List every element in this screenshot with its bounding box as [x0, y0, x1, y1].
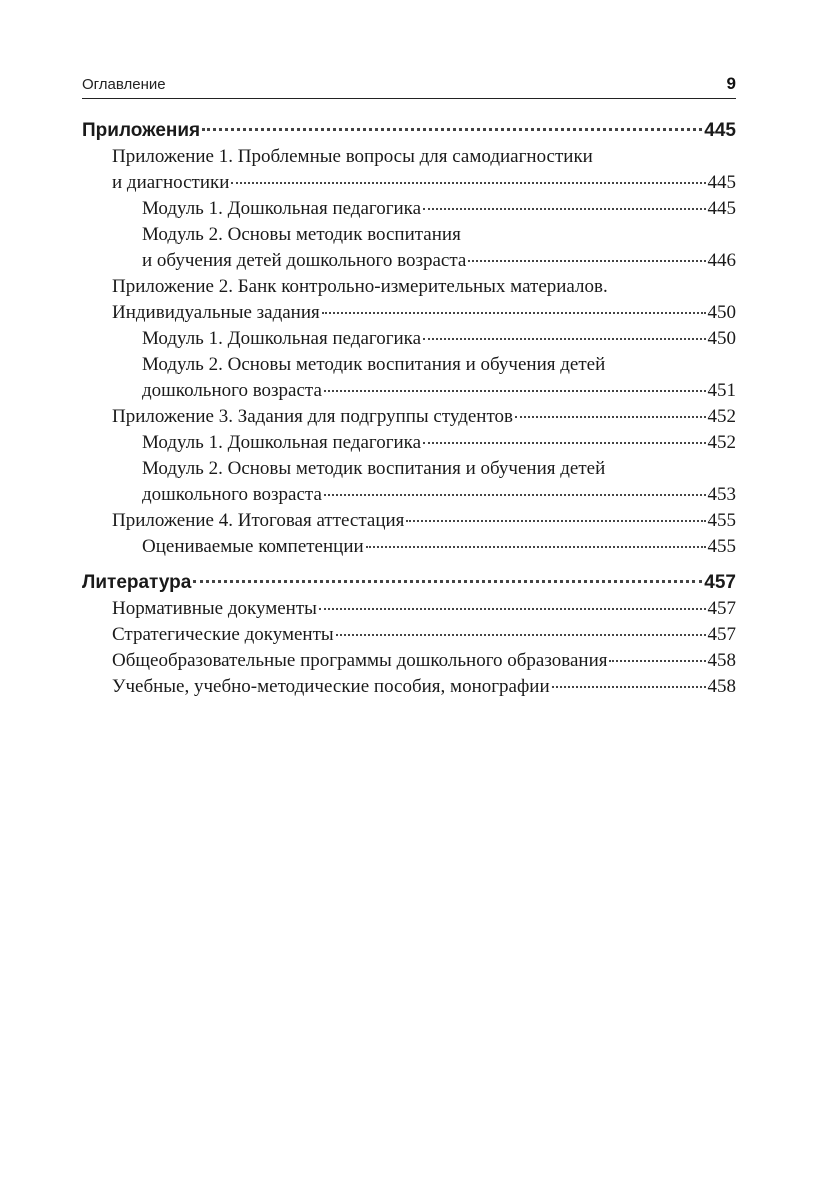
- toc-page-number: 450: [707, 328, 736, 349]
- toc-section-title: Приложения: [82, 120, 201, 141]
- toc-entry-appendix-1[interactable]: [82, 144, 736, 196]
- toc-page-number: 457: [704, 572, 736, 593]
- dot-leader: [324, 494, 706, 496]
- toc-page-number: 445: [707, 172, 736, 193]
- toc-page-number: 452: [707, 406, 736, 427]
- dot-leader: [468, 260, 705, 262]
- dot-leader: [202, 128, 702, 131]
- toc-section-appendices[interactable]: [82, 118, 736, 144]
- dot-leader: [366, 546, 706, 548]
- toc-entry-title-line: дошкольного возраста: [142, 380, 322, 401]
- dot-leader: [423, 208, 705, 210]
- toc-page-number: 455: [707, 510, 736, 531]
- toc-entry-appendix-2-module-1[interactable]: [82, 326, 736, 352]
- table-of-contents: [82, 118, 736, 700]
- toc-entry-title: Оцениваемые компетенции: [142, 536, 364, 557]
- toc-page-number: 455: [707, 536, 736, 557]
- toc-entry-literature-normative[interactable]: [82, 596, 736, 622]
- running-header-title: Оглавление: [82, 76, 166, 93]
- toc-entry-literature-programs[interactable]: [82, 648, 736, 674]
- dot-leader: [406, 520, 705, 522]
- toc-page-number: 458: [707, 650, 736, 671]
- toc-entry-title: Модуль 1. Дошкольная педагогика: [142, 328, 422, 349]
- toc-entry-appendix-4-competencies[interactable]: [82, 534, 736, 560]
- toc-entry-title-line: и диагностики: [112, 172, 230, 193]
- toc-entry-title: Приложение 4. Итоговая аттестация: [112, 510, 405, 531]
- toc-entry-literature-strategic[interactable]: [82, 622, 736, 648]
- toc-page-number: 445: [704, 120, 736, 141]
- dot-leader: [552, 686, 706, 688]
- toc-entry-appendix-1-module-2[interactable]: [82, 222, 736, 274]
- toc-entry-appendix-3-module-1[interactable]: [82, 430, 736, 456]
- toc-page-number: 450: [707, 302, 736, 323]
- toc-page-number: 445: [707, 198, 736, 219]
- dot-leader: [609, 660, 705, 662]
- toc-section-title: Литература: [82, 572, 192, 593]
- toc-entry-appendix-2[interactable]: [82, 274, 736, 326]
- dot-leader: [423, 442, 705, 444]
- toc-page-number: 458: [707, 676, 736, 697]
- page-number: 9: [726, 74, 736, 93]
- toc-entry-appendix-2-module-2[interactable]: [82, 352, 736, 404]
- dot-leader: [324, 390, 706, 392]
- toc-page-number: 452: [707, 432, 736, 453]
- toc-entry-title-line: дошкольного возраста: [142, 484, 322, 505]
- toc-entry-title-line: Индивидуальные задания: [112, 302, 320, 323]
- toc-entry-title-line: и обучения детей дошкольного возраста: [142, 250, 467, 271]
- toc-entry-appendix-4[interactable]: [82, 508, 736, 534]
- dot-leader: [515, 416, 705, 418]
- toc-entry-title-line: Модуль 2. Основы методик воспитания: [142, 224, 461, 245]
- toc-page-number: 457: [707, 598, 736, 619]
- dot-leader: [231, 182, 705, 184]
- dot-leader: [322, 312, 706, 314]
- toc-page-number: 457: [707, 624, 736, 645]
- dot-leader: [319, 608, 706, 610]
- toc-entry-title-line: Приложение 1. Проблемные вопросы для самодиагностики: [112, 146, 593, 167]
- dot-leader: [423, 338, 705, 340]
- toc-page-number: 446: [707, 250, 736, 271]
- toc-entry-literature-textbooks[interactable]: [82, 674, 736, 700]
- toc-entry-title: Модуль 1. Дошкольная педагогика: [142, 198, 422, 219]
- toc-entry-appendix-1-module-1[interactable]: [82, 196, 736, 222]
- dot-leader: [336, 634, 706, 636]
- toc-entry-title-line: Приложение 2. Банк контрольно-измерительных материалов.: [112, 276, 608, 297]
- dot-leader: [193, 580, 702, 583]
- toc-entry-title-line: Модуль 2. Основы методик воспитания и обучения детей: [142, 354, 606, 375]
- toc-entry-title: Нормативные документы: [112, 598, 317, 619]
- toc-entry-title: Модуль 1. Дошкольная педагогика: [142, 432, 422, 453]
- section-spacer: [82, 560, 736, 570]
- toc-page-number: 453: [707, 484, 736, 505]
- toc-entry-title: Учебные, учебно-методические пособия, монографии: [112, 676, 550, 697]
- toc-entry-appendix-3-module-2[interactable]: [82, 456, 736, 508]
- toc-entry-appendix-3[interactable]: [82, 404, 736, 430]
- toc-section-literature[interactable]: [82, 570, 736, 596]
- toc-entry-title: Приложение 3. Задания для подгруппы студентов: [112, 406, 514, 427]
- toc-entry-title: Общеобразовательные программы дошкольного образования: [112, 650, 608, 671]
- running-header: [82, 74, 736, 99]
- toc-entry-title: Стратегические документы: [112, 624, 334, 645]
- toc-page-number: 451: [707, 380, 736, 401]
- toc-entry-title-line: Модуль 2. Основы методик воспитания и обучения детей: [142, 458, 606, 479]
